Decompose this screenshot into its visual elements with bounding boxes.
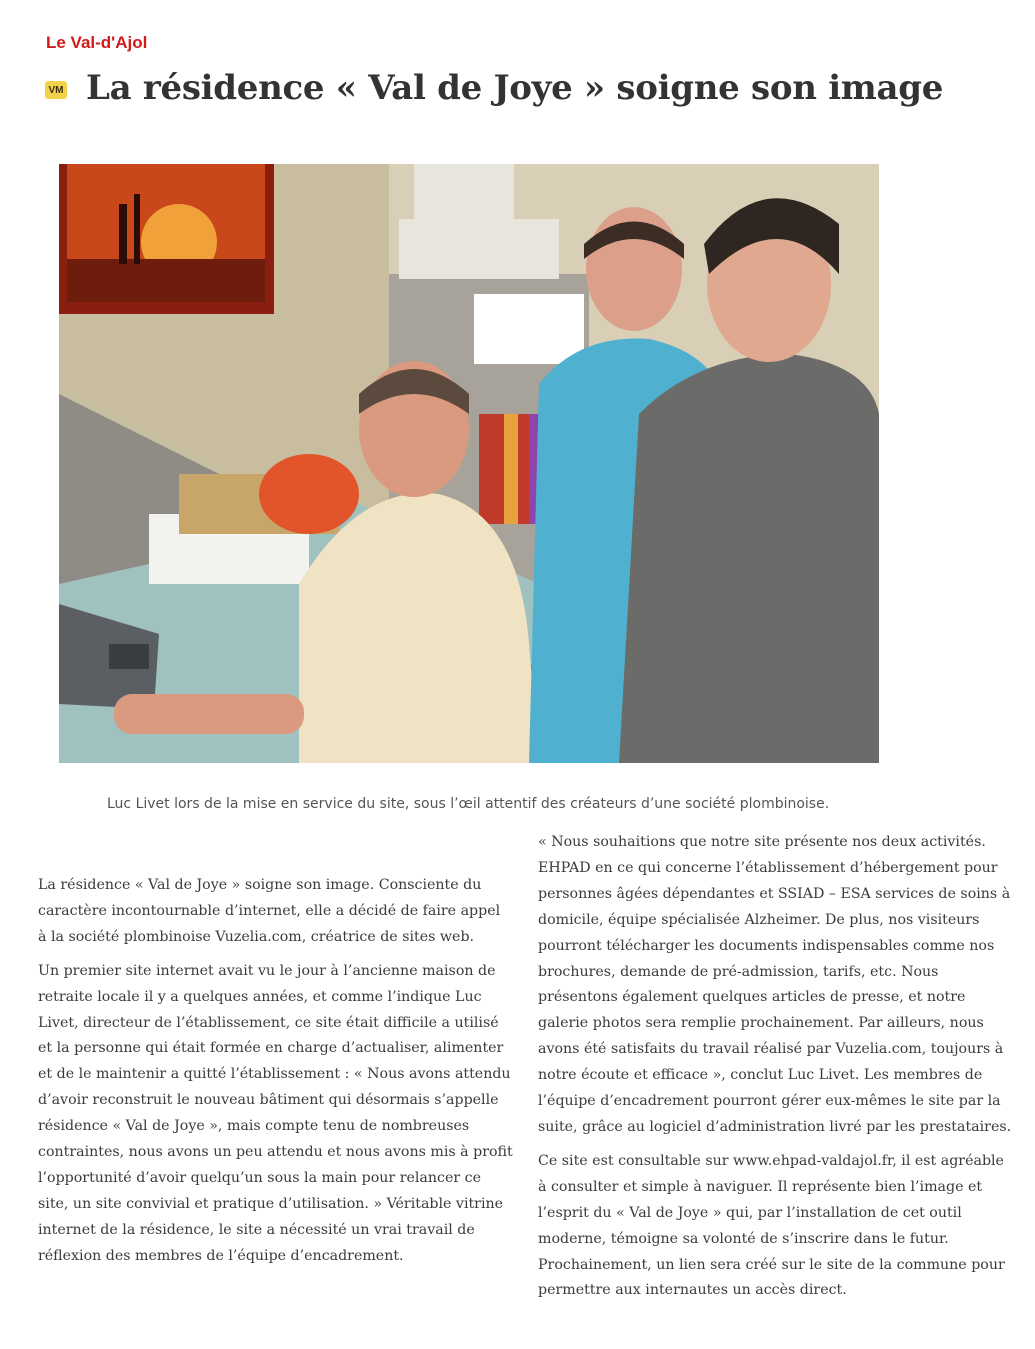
- photo-caption: Luc Livet lors de la mise en service du site, sous l’œil attentif des créateurs d’une société plombinoise.: [107, 796, 830, 812]
- article-photo: [59, 164, 879, 763]
- article-title: La résidence « Val de Joye » soigne son image: [86, 68, 944, 108]
- paragraph: Un premier site internet avait vu le jour à l’ancienne maison de retraite locale il y a quelques années, et comme l’indique Luc Livet, directeur de l’établissement, ce site était difficile a utilisé et la personne qui était formée en charge d’actualiser, alimenter et de le maintenir a quitté l’établissement : « Nous avons attendu d’avoir reconstruit le nouveau bâtiment qui désormais s’appelle résidence « Val de Joye », mais compte tenu de nombreuses contraintes, nous avons un peu attendu et nous avons mis à profit l’opportunité d’avoir quelqu’un sous la main pour relancer ce site, un site convivial et pratique d’utilisation. » Véritable vitrine internet de la résidence, le site a nécessité un vrai travail de réflexion des membres de l’équipe d’encadrement.: [38, 962, 513, 1264]
- paragraph: Ce site est consultable sur www.ehpad-valdajol.fr, il est agréable à consulter et simple à naviguer. Il représente bien l’image et l’esprit du « Val de Joye » qui, par l’installation de cet outil moderne, témoigne sa volonté de s’inscrire dans le futur. Prochainement, un lien sera créé sur le site de la commune pour permettre aux internautes un accès direct.: [538, 1152, 1005, 1299]
- article-column-left: [38, 873, 513, 1270]
- section-kicker[interactable]: Le Val-d'Ajol: [46, 33, 148, 52]
- title-row: [45, 68, 943, 108]
- paragraph: La résidence « Val de Joye » soigne son image. Consciente du caractère incontournable d’internet, elle a décidé de faire appel à la société plombinoise Vuzelia.com, créatrice de sites web.: [38, 877, 501, 945]
- paragraph: « Nous souhaitions que notre site présente nos deux activités. EHPAD en ce qui concerne l’établissement d’hébergement pour personnes âgées dépendantes et SSIAD – ESA services de soins à domicile, équipe spécialisée Alzheimer. De plus, nos visiteurs pourront télécharger les documents indispensables comme nos brochures, demande de pré-admission, tarifs, etc. Nous présentons également quelques articles de presse, et notre galerie photos sera remplie prochainement. Par ailleurs, nous avons été satisfaits du travail réalisé par Vuzelia.com, toujours à notre écoute et efficace », conclut Luc Livet. Les membres de l’équipe d’encadrement pourront gérer eux-mêmes le site par la suite, grâce au logiciel d’administration livré par les prestataires.: [538, 834, 1012, 1135]
- newspaper-logo-icon: VM: [45, 81, 67, 99]
- article-column-right: [538, 830, 1014, 1304]
